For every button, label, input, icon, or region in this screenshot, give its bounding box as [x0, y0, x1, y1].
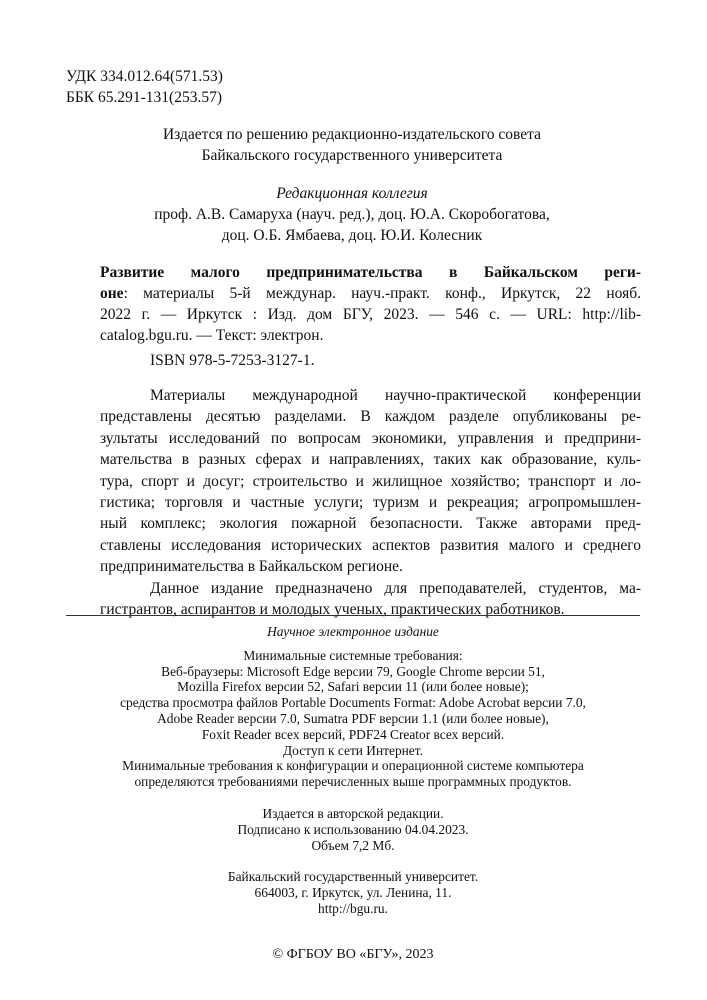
requirement-line: Foxit Reader всех версий, PDF24 Creator всех версий.: [201, 726, 505, 742]
address-line: Байкальский государственный университет.: [227, 869, 479, 885]
book-title-line: Развитие малого предпринимательства в Байкальском реги-: [100, 264, 641, 281]
classification-codes: [66, 66, 223, 108]
abstract-line: ставлены исследования исторических аспектов развития малого и среднего: [100, 536, 641, 554]
audience-line: Данное издание предназначено для преподавателей, студентов, ма-: [150, 579, 641, 597]
requirement-line: Mozilla Firefox версии 52, Safari версии 11 (или более новые);: [177, 679, 529, 695]
abstract-line: представлены десятью разделами. В каждом разделе опубликованы ре-: [100, 408, 641, 426]
udk-code: УДК 334.012.64(571.53): [66, 68, 223, 85]
council-line: Издается по решению редакционно-издательского совета: [162, 126, 541, 143]
abstract-line: ный комплекс; экология пожарной безопасности. Также авторами пред-: [100, 515, 641, 533]
requirement-line: Минимальные требования к конфигурации и операционной системе компьютера: [122, 758, 584, 774]
book-title-end: оне: [100, 285, 124, 302]
divider: [66, 615, 640, 616]
address-line: 664003, г. Иркутск, ул. Ленина, 11.: [254, 885, 452, 901]
bbk-code: ББК 65.291-131(253.57): [66, 89, 222, 106]
copyright: © ФГБОУ ВО «БГУ», 2023: [272, 946, 434, 962]
council-note: [66, 124, 638, 166]
editorial-board-line: доц. О.Б. Ямбаева, доц. Ю.И. Колесник: [221, 227, 483, 244]
technical-footer: [66, 624, 640, 963]
biblio-line: [100, 283, 641, 304]
publication-line: Объем 7,2 Мб.: [311, 837, 395, 853]
biblio-line: 2022 г. — Иркутск : Изд. дом БГУ, 2023. — 546 с. — URL: http://lib-: [100, 306, 641, 323]
edition-type: Научное электронное издание: [267, 624, 439, 639]
editorial-board-heading: Редакционная коллегия: [276, 185, 428, 202]
requirement-line: Adobe Reader версии 7.0, Sumatra PDF версии 1.1 (или более новые),: [157, 710, 549, 726]
requirement-line: Доступ к сети Интернет.: [283, 742, 423, 758]
publication-line: Подписано к использованию 04.04.2023.: [237, 821, 469, 837]
bibliographic-record: [100, 262, 641, 346]
publication-info: [66, 806, 640, 853]
requirement-line: средства просмотра файлов Portable Documents Format: Adobe Acrobat версии 7.0,: [120, 695, 586, 711]
system-requirements: [66, 648, 640, 790]
requirement-line: Веб-браузеры: Microsoft Edge версии 79, Google Chrome версии 51,: [161, 663, 545, 679]
abstract-line: Материалы международной научно-практической конференции: [150, 387, 641, 404]
publisher-address: [66, 869, 640, 916]
requirement-line: определяются требованиями перечисленных выше программных продуктов.: [134, 774, 572, 790]
abstract-line: зультаты исследований по вопросам экономики, управления и предприни-: [100, 429, 641, 447]
abstract: [100, 385, 641, 620]
audience-line: гистрантов, аспирантов и молодых ученых, практических работников.: [100, 601, 565, 619]
publication-line: Издается в авторской редакции.: [262, 805, 444, 821]
abstract-line: мательства в разных сферах и направлениях, таких как образование, куль-: [100, 451, 641, 469]
address-line: http://bgu.ru.: [318, 900, 388, 916]
abstract-line: тура, спорт и досуг; строительство и жилищное хозяйство; транспорт и ло-: [100, 472, 641, 490]
abstract-line: предпринимательства в Байкальском регионе.: [100, 558, 403, 576]
biblio-line-text: : материалы 5-й междунар. науч.-практ. конф., Иркутск, 22 нояб.: [123, 285, 641, 302]
council-line: Байкальского государственного университета: [201, 147, 503, 164]
biblio-line: catalog.bgu.ru. — Текст: электрон.: [100, 327, 324, 344]
editorial-board-line: проф. А.В. Самаруха (науч. ред.), доц. Ю.А. Скоробогатова,: [154, 206, 550, 223]
requirement-line: Минимальные системные требования:: [243, 647, 463, 663]
isbn: ISBN 978-5-7253-3127-1.: [150, 352, 315, 369]
abstract-line: гистика; торговля и частные услуги; туризм и рекреация; агропромышлен-: [100, 494, 641, 512]
editorial-board: [66, 183, 638, 246]
